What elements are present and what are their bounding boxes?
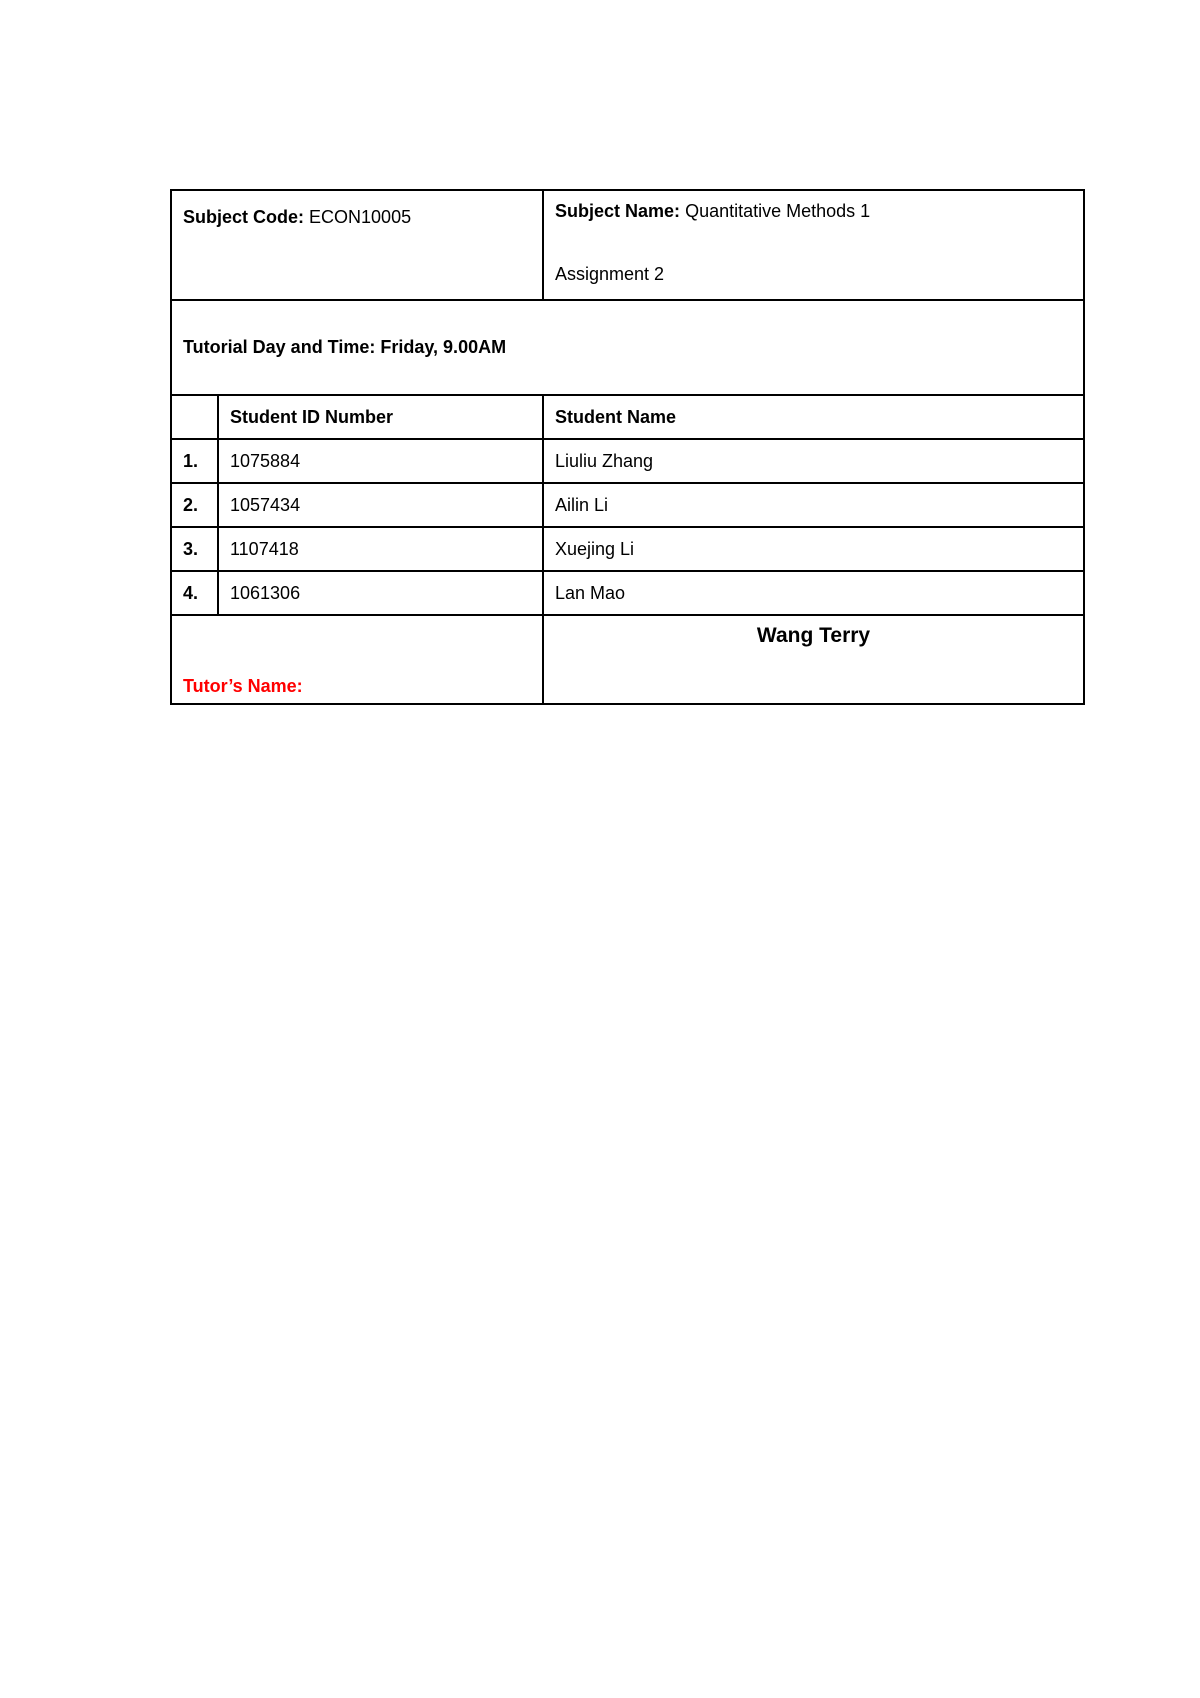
subject-code-cell: [171, 190, 543, 300]
tutor-row: [171, 615, 1084, 704]
row-number: 2.: [171, 483, 218, 527]
student-name-header: Student Name: [543, 395, 1084, 439]
subject-code-label: Subject Code:: [183, 207, 305, 227]
subject-code-value: ECON10005: [309, 207, 412, 227]
student-id: 1057434: [218, 483, 543, 527]
number-header-cell: [171, 395, 218, 439]
table-row: [171, 527, 1084, 571]
student-name: Xuejing Li: [543, 527, 1084, 571]
student-id-header: Student ID Number: [218, 395, 543, 439]
table-row: [171, 483, 1084, 527]
row-number: 3.: [171, 527, 218, 571]
student-name: Liuliu Zhang: [543, 439, 1084, 483]
subject-name-cell: [543, 190, 1084, 300]
tutor-name-value: Wang Terry: [543, 615, 1084, 704]
tutorial-day-time: Tutorial Day and Time: Friday, 9.00AM: [171, 300, 1084, 395]
student-id: 1061306: [218, 571, 543, 615]
subject-row: [171, 190, 1084, 300]
cover-sheet-table: [170, 189, 1085, 705]
student-id: 1107418: [218, 527, 543, 571]
tutor-name-label: Tutor’s Name:: [171, 615, 543, 704]
table-row: [171, 439, 1084, 483]
student-name: Ailin Li: [543, 483, 1084, 527]
student-header-row: [171, 395, 1084, 439]
table-row: [171, 571, 1084, 615]
subject-name-label: Subject Name:: [555, 201, 681, 221]
row-number: 1.: [171, 439, 218, 483]
student-name: Lan Mao: [543, 571, 1084, 615]
assignment-label: Assignment 2: [555, 263, 665, 284]
student-id: 1075884: [218, 439, 543, 483]
tutorial-row: [171, 300, 1084, 395]
subject-name-value: Quantitative Methods 1: [685, 201, 871, 221]
row-number: 4.: [171, 571, 218, 615]
